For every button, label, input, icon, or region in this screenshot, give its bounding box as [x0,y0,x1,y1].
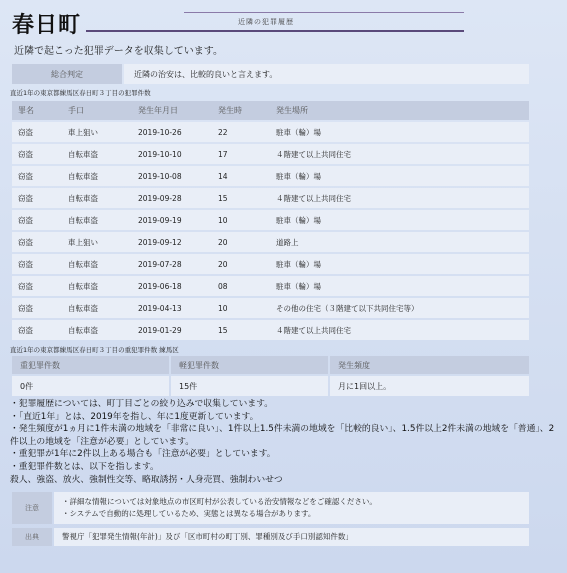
cell-crime: 窃盗 [12,188,62,208]
cell-method: 車上狙い [62,232,132,252]
cell-method: 自転車盗 [62,210,132,230]
cell-place: その他の住宅（３階建て以下共同住宅等） [270,298,529,318]
cell-date: 2019-09-12 [132,232,212,252]
cell-crime: 窃盗 [12,298,62,318]
cell-place: ４階建て以上共同住宅 [270,188,529,208]
verdict-box [12,64,529,84]
cell-method: 自転車盗 [62,298,132,318]
cell-hour: 22 [212,122,270,142]
table-row [12,188,529,208]
cell-date: 2019-10-10 [132,144,212,164]
cell-date: 2019-01-29 [132,320,212,340]
cell-place: ４階建て以上共同住宅 [270,320,529,340]
verdict-value: 近隣の治安は、比較的良いと言えます。 [124,64,529,84]
table-row [12,298,529,318]
cell-method: 自転車盗 [62,188,132,208]
title-rule-light [184,12,464,13]
col-header-crime: 罪名 [12,101,62,120]
cell-crime: 窃盗 [12,320,62,340]
cell-place: ４階建て以上共同住宅 [270,144,529,164]
table-row [12,210,529,230]
cell-crime: 窃盗 [12,254,62,274]
cell-crime: 窃盗 [12,122,62,142]
frequency-value: 月に1回以上。 [330,376,529,396]
table-row [12,144,529,164]
table-row [12,276,529,296]
table-row [12,254,529,274]
section-title: 近隣の犯罪履歴 [238,18,294,26]
serious-table-row [12,376,529,396]
cell-hour: 15 [212,188,270,208]
table-row [12,232,529,252]
cell-date: 2019-09-19 [132,210,212,230]
cell-crime: 窃盗 [12,166,62,186]
cell-place: 駐車（輪）場 [270,254,529,274]
note-line: ・「直近1年」とは、2019年を指し、年に1度更新しています。 [10,411,259,422]
col-header-date: 発生年月日 [132,101,212,120]
cell-hour: 20 [212,254,270,274]
cell-place: 駐車（輪）場 [270,166,529,186]
serious-table-header [12,356,529,374]
note-line: ・重犯罪が1年に2件以上ある場合も「注意が必要」としています。 [10,449,276,460]
cell-crime: 窃盗 [12,232,62,252]
caution-box [12,492,529,524]
cell-crime: 窃盗 [12,276,62,296]
col-header-serious: 重犯罪件数 [12,356,169,374]
table-row [12,320,529,340]
verdict-label: 総合判定 [12,64,122,84]
cell-method: 自転車盗 [62,144,132,164]
cell-method: 車上狙い [62,122,132,142]
cell-method: 自転車盗 [62,276,132,296]
col-header-frequency: 発生頻度 [330,356,529,374]
cell-place: 道路上 [270,232,529,252]
serious-table-caption: 直近1年の東京都練馬区春日町３丁目の重犯罪件数 練馬区 [10,346,179,354]
cell-hour: 20 [212,232,270,252]
source-text: 警視庁「犯罪発生情報(年計)」及び「区市町村の町丁別、罪種別及び手口別認知件数」 [54,528,529,546]
caution-line: ・システムで自動的に処理しているため、実態とは異なる場合があります。 [62,509,316,519]
cell-date: 2019-06-18 [132,276,212,296]
col-header-minor: 軽犯罪件数 [171,356,328,374]
col-header-method: 手口 [62,101,132,120]
cell-place: 駐車（輪）場 [270,276,529,296]
cell-hour: 14 [212,166,270,186]
cell-method: 自転車盗 [62,166,132,186]
cell-method: 自転車盗 [62,254,132,274]
minor-count: 15件 [171,376,328,396]
cell-date: 2019-04-13 [132,298,212,318]
col-header-place: 発生場所 [270,101,529,120]
serious-count: 0件 [12,376,169,396]
cell-place: 駐車（輪）場 [270,122,529,142]
cell-date: 2019-07-28 [132,254,212,274]
town-name: 春日町 [12,13,82,38]
cell-date: 2019-09-28 [132,188,212,208]
source-label: 出典 [12,528,52,546]
title-rule [86,30,464,32]
note-line: ・重犯罪件数とは、以下を指します。 [10,461,159,472]
cell-hour: 15 [212,320,270,340]
cell-hour: 08 [212,276,270,296]
cell-crime: 窃盗 [12,210,62,230]
table-row [12,166,529,186]
notes [10,398,559,486]
caution-text [54,492,529,524]
note-line: ・発生頻度が1ヵ月に1件未満の地域を「非常に良い」、1件以上1.5件未満の地域を「比較的良い」、1.5件以上2件未満の地域を「普通」、2件以上の地域を「注意が必要」としています。 [10,424,555,447]
caution-line: ・詳細な情報については対象地点の市区町村が公表している治安情報などをご確認ください。 [62,497,377,507]
note-line: 殺人、強盗、放火、強制性交等、略取誘拐・人身売買、強制わいせつ [10,474,283,485]
cell-method: 自転車盗 [62,320,132,340]
caution-label: 注意 [12,492,52,524]
cell-date: 2019-10-26 [132,122,212,142]
cell-date: 2019-10-08 [132,166,212,186]
note-line: ・犯罪履歴については、町丁目ごとの絞り込みで収集しています。 [10,399,274,409]
source-box [12,528,529,546]
col-header-hour: 発生時 [212,101,270,120]
table-row [12,122,529,142]
crime-table-header [12,101,529,120]
cell-place: 駐車（輪）場 [270,210,529,230]
cell-hour: 10 [212,210,270,230]
page-header [8,6,559,36]
crime-table-caption: 直近1年の東京都練馬区春日町３丁目の犯罪件数 [10,89,151,97]
cell-crime: 窃盗 [12,144,62,164]
crime-table [12,99,529,342]
intro-text: 近隣で起こった犯罪データを収集しています。 [14,46,223,57]
cell-hour: 10 [212,298,270,318]
cell-hour: 17 [212,144,270,164]
